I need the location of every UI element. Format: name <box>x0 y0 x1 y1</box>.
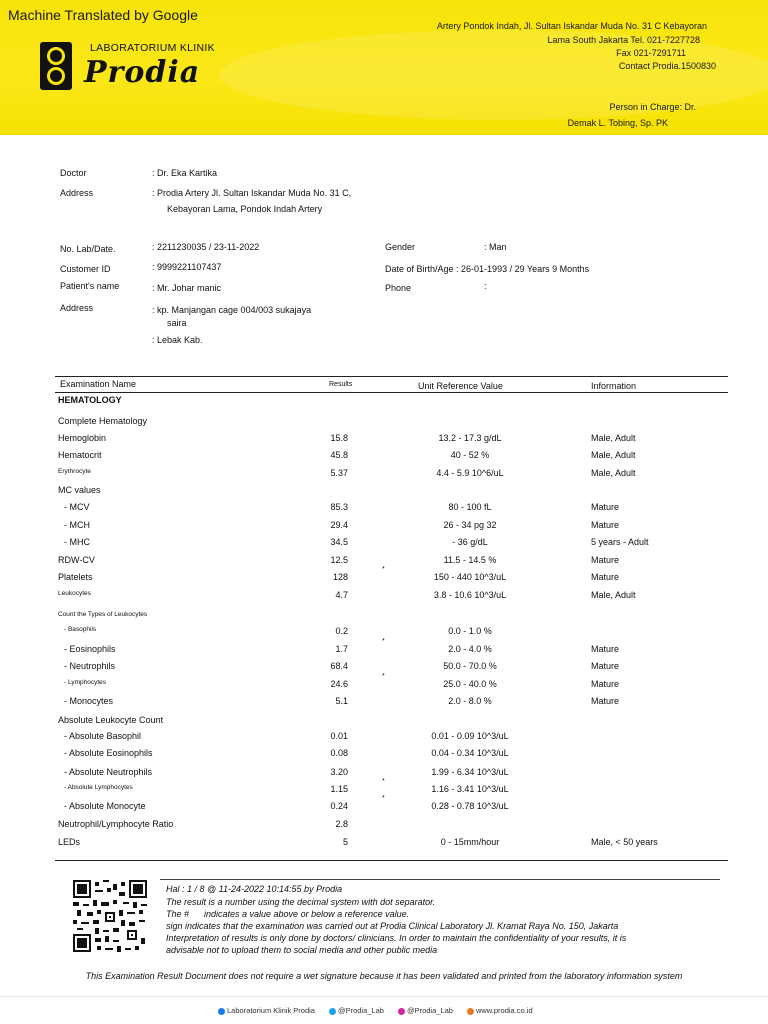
table-top-rule <box>55 376 728 377</box>
reference-range: 26 - 34 pg 32 <box>443 520 497 530</box>
table-row <box>0 748 768 762</box>
footer-note-decimal: The result is a number using the decimal system with dot separator. <box>166 897 436 907</box>
information-text: Mature <box>591 572 620 582</box>
reference-range: 2.0 - 4.0 % <box>448 644 492 654</box>
result-value: 5.37 <box>330 468 348 478</box>
exam-name: Leukocytes <box>58 590 91 597</box>
table-row <box>0 416 768 430</box>
exam-name: Hemoglobin <box>58 433 107 443</box>
exam-name: - Lymphocytes <box>64 679 107 686</box>
exam-name: - MCH <box>64 520 90 530</box>
abnormal-flag: * <box>382 566 385 573</box>
gender-label: Gender <box>385 242 416 252</box>
patient-address-line3: : Lebak Kab. <box>152 335 203 345</box>
header-fax: Fax 021-7291711 <box>616 48 686 58</box>
result-value: 2.8 <box>335 819 348 829</box>
report-header <box>0 0 768 135</box>
reference-range: 40 - 52 % <box>450 450 490 460</box>
social-label: www.prodia.co.id <box>475 1006 533 1015</box>
exam-name: - Basophils <box>64 626 97 633</box>
exam-name: Complete Hematology <box>58 416 148 426</box>
exam-name: - Monocytes <box>64 696 114 706</box>
exam-name: - Absolute Lymphocytes <box>64 784 133 791</box>
information-text: Mature <box>591 502 620 512</box>
result-value: 68.4 <box>330 661 348 671</box>
abnormal-flag: * <box>382 778 385 785</box>
header-address-line2: Lama South Jakarta Tel. 021-7227728 <box>547 35 700 45</box>
information-text: Mature <box>591 661 620 671</box>
information-text: Male, Adult <box>591 450 636 460</box>
social-link[interactable] <box>218 1006 315 1015</box>
exam-name: - MHC <box>64 537 90 547</box>
table-row <box>0 819 768 833</box>
result-value: 5.1 <box>335 696 348 706</box>
lab-number-label: No. Lab/Date. <box>60 244 116 254</box>
result-value: 34.5 <box>330 537 348 547</box>
prodia-logo-icon <box>40 42 72 90</box>
table-row <box>0 696 768 710</box>
reference-range: 25.0 - 40.0 % <box>443 679 497 689</box>
result-value: 128 <box>332 572 348 582</box>
social-link[interactable] <box>329 1006 384 1015</box>
reference-range: 80 - 100 fL <box>448 502 492 512</box>
table-bottom-rule <box>55 860 728 861</box>
reference-range: 1.99 - 6.34 10^3/uL <box>431 767 509 777</box>
table-row <box>0 731 768 745</box>
result-value: 0.08 <box>330 748 348 758</box>
table-row <box>0 638 768 658</box>
exam-name: - MCV <box>64 502 90 512</box>
exam-name: LEDs <box>58 837 81 847</box>
web-icon <box>467 1008 474 1015</box>
exam-name: - Absolute Monocyte <box>64 801 146 811</box>
table-row <box>0 502 768 516</box>
result-value: 0.24 <box>330 801 348 811</box>
reference-range: 13.2 - 17.3 g/dL <box>438 433 502 443</box>
footer-note-location: sign indicates that the examination was carried out at Prodia Clinical Laboratory Jl. Kramat Raya No. 150, Jakarta <box>166 921 619 931</box>
col-header-reference: Unit Reference Value <box>418 381 503 391</box>
exam-name: - Absolute Neutrophils <box>64 767 153 777</box>
reference-range: 150 - 440 10^3/uL <box>433 572 507 582</box>
social-link[interactable] <box>398 1006 453 1015</box>
result-value: 1.15 <box>330 784 348 794</box>
exam-name: - Absolute Eosinophils <box>64 748 153 758</box>
doctor-address-label: Address <box>60 188 94 198</box>
exam-name: Neutrophil/Lymphocyte Ratio <box>58 819 174 829</box>
information-text: Mature <box>591 696 620 706</box>
result-value: 0.01 <box>330 731 348 741</box>
brand-subtitle: LABORATORIUM KLINIK <box>90 42 215 54</box>
table-row <box>0 468 768 482</box>
doctor-address-line1: : Prodia Artery Jl. Sultan Iskandar Muda No. 31 C, <box>152 188 352 198</box>
table-row <box>0 590 768 604</box>
social-label: Laboratorium Klinik Prodia <box>227 1006 315 1015</box>
brand-logo-text: Prodia <box>84 55 201 90</box>
reference-range: 0 - 15mm/hour <box>440 837 500 847</box>
reference-range: 2.0 - 8.0 % <box>448 696 492 706</box>
dob-age: Date of Birth/Age : 26-01-1993 / 29 Years 9 Months <box>385 264 590 274</box>
result-value: 3.20 <box>330 767 348 777</box>
information-text: 5 years - Adult <box>591 537 649 547</box>
table-row <box>0 795 768 815</box>
result-value: 45.8 <box>330 450 348 460</box>
exam-name: Platelets <box>58 572 93 582</box>
table-row <box>0 520 768 534</box>
qr-code-icon <box>73 880 147 952</box>
exam-name: Absolute Leukocyte Count <box>58 715 164 725</box>
translation-banner: Machine Translated by Google <box>8 7 198 23</box>
table-row <box>0 673 768 693</box>
table-row <box>0 485 768 499</box>
phone-label: Phone <box>385 283 412 293</box>
result-value: 5 <box>342 837 348 847</box>
header-pic-name: Demak L. Tobing, Sp. PK <box>567 118 668 128</box>
footer-rule <box>160 879 720 880</box>
reference-range: 50.0 - 70.0 % <box>443 661 497 671</box>
social-link[interactable] <box>467 1006 533 1015</box>
social-links <box>218 1006 533 1015</box>
facebook-icon <box>218 1008 225 1015</box>
result-value: 29.4 <box>330 520 348 530</box>
abnormal-flag: * <box>382 673 385 680</box>
exam-name: Erythrocyte <box>58 468 91 475</box>
information-text: Male, Adult <box>591 590 636 600</box>
col-header-name: Examination Name <box>60 379 137 389</box>
twitter-icon <box>329 1008 336 1015</box>
result-value: 0.2 <box>335 626 348 636</box>
reference-range: 4.4 - 5.9 10^6/uL <box>436 468 504 478</box>
result-value: 4.7 <box>335 590 348 600</box>
table-row <box>0 715 768 729</box>
reference-range: 0.01 - 0.09 10^3/uL <box>431 731 509 741</box>
social-label: @Prodia_Lab <box>337 1006 384 1015</box>
information-text: Mature <box>591 555 620 565</box>
reference-range: 3.8 - 10.6 10^3/uL <box>433 590 507 600</box>
exam-name: RDW-CV <box>58 555 95 565</box>
result-value: 15.8 <box>330 433 348 443</box>
lab-number-value: : 2211230035 / 23-11-2022 <box>152 242 260 252</box>
customer-id-value: : 9999221107437 <box>152 262 222 272</box>
col-header-results: Results <box>329 381 353 388</box>
patient-address-line1: : kp. Manjangan cage 004/003 sukajaya <box>152 305 312 315</box>
result-value: 12.5 <box>330 555 348 565</box>
phone-value: : <box>484 281 487 291</box>
information-text: Mature <box>591 520 620 530</box>
table-header-rule <box>55 392 728 393</box>
information-text: Male, Adult <box>591 433 636 443</box>
social-divider <box>0 996 768 997</box>
table-row <box>0 566 768 586</box>
patient-name-label: Patient's name <box>60 281 120 291</box>
result-value: 24.6 <box>330 679 348 689</box>
signature-disclaimer: This Examination Result Document does not require a wet signature because it has been validated and printed from the laboratory information system <box>85 971 683 981</box>
table-row <box>0 450 768 464</box>
result-value: 85.3 <box>330 502 348 512</box>
reference-range: 1.16 - 3.41 10^3/uL <box>431 784 509 794</box>
header-pic-label: Person in Charge: Dr. <box>609 102 696 112</box>
table-row <box>0 611 768 625</box>
customer-id-label: Customer ID <box>60 264 111 274</box>
information-text: Male, < 50 years <box>591 837 658 847</box>
col-header-information: Information <box>591 381 637 391</box>
footer-note-flag: indicates a value above or below a reference value. <box>204 909 410 919</box>
patient-address-label: Address <box>60 303 94 313</box>
table-row <box>0 537 768 551</box>
doctor-label: Doctor <box>60 168 87 178</box>
information-text: Male, Adult <box>591 468 636 478</box>
reference-range: 0.04 - 0.34 10^3/uL <box>431 748 509 758</box>
footer-note-interpretation: Interpretation of results is only done by doctors/ clinicians. In order to maintain the confidentiality of your results, it is <box>166 933 627 943</box>
table-row <box>0 837 768 851</box>
patient-name-value: : Mr. Johar manic <box>152 283 222 293</box>
doctor-address-line2: Kebayoran Lama, Pondok Indah Artery <box>167 204 323 214</box>
reference-range: 11.5 - 14.5 % <box>443 555 497 565</box>
header-contact: Contact Prodia.1500830 <box>618 61 716 71</box>
section-heading: HEMATOLOGY <box>58 395 122 405</box>
result-value: 1.7 <box>335 644 348 654</box>
exam-name: - Absolute Basophil <box>64 731 142 741</box>
exam-name: Count the Types of Leukocytes <box>58 611 148 618</box>
table-row <box>0 433 768 447</box>
social-label: @Prodia_Lab <box>406 1006 453 1015</box>
information-text: Mature <box>591 679 620 689</box>
reference-range: 0.28 - 0.78 10^3/uL <box>431 801 509 811</box>
information-text: Mature <box>591 644 620 654</box>
gender-value: : Man <box>484 242 507 252</box>
reference-range: - 36 g/dL <box>452 537 488 547</box>
footer-note-confidentiality: advisable not to upload them to social media and other public media <box>166 945 438 955</box>
exam-name: - Neutrophils <box>64 661 116 671</box>
abnormal-flag: * <box>382 638 385 645</box>
footer-page-info: Hal : 1 / 8 @ 11-24-2022 10:14:55 by Prodia <box>166 884 343 894</box>
reference-range: 0.0 - 1.0 % <box>448 626 492 636</box>
footer-note-hash: The # <box>166 909 190 919</box>
exam-name: - Eosinophils <box>64 644 116 654</box>
abnormal-flag: * <box>382 795 385 802</box>
exam-name: Hematocrit <box>58 450 102 460</box>
doctor-value: : Dr. Eka Kartika <box>152 168 218 178</box>
exam-name: MC values <box>58 485 101 495</box>
instagram-icon <box>398 1008 405 1015</box>
header-address-line1: Artery Pondok Indah, Jl. Sultan Iskandar Muda No. 31 C Kebayoran <box>436 21 707 31</box>
patient-address-line2: saira <box>167 318 187 328</box>
